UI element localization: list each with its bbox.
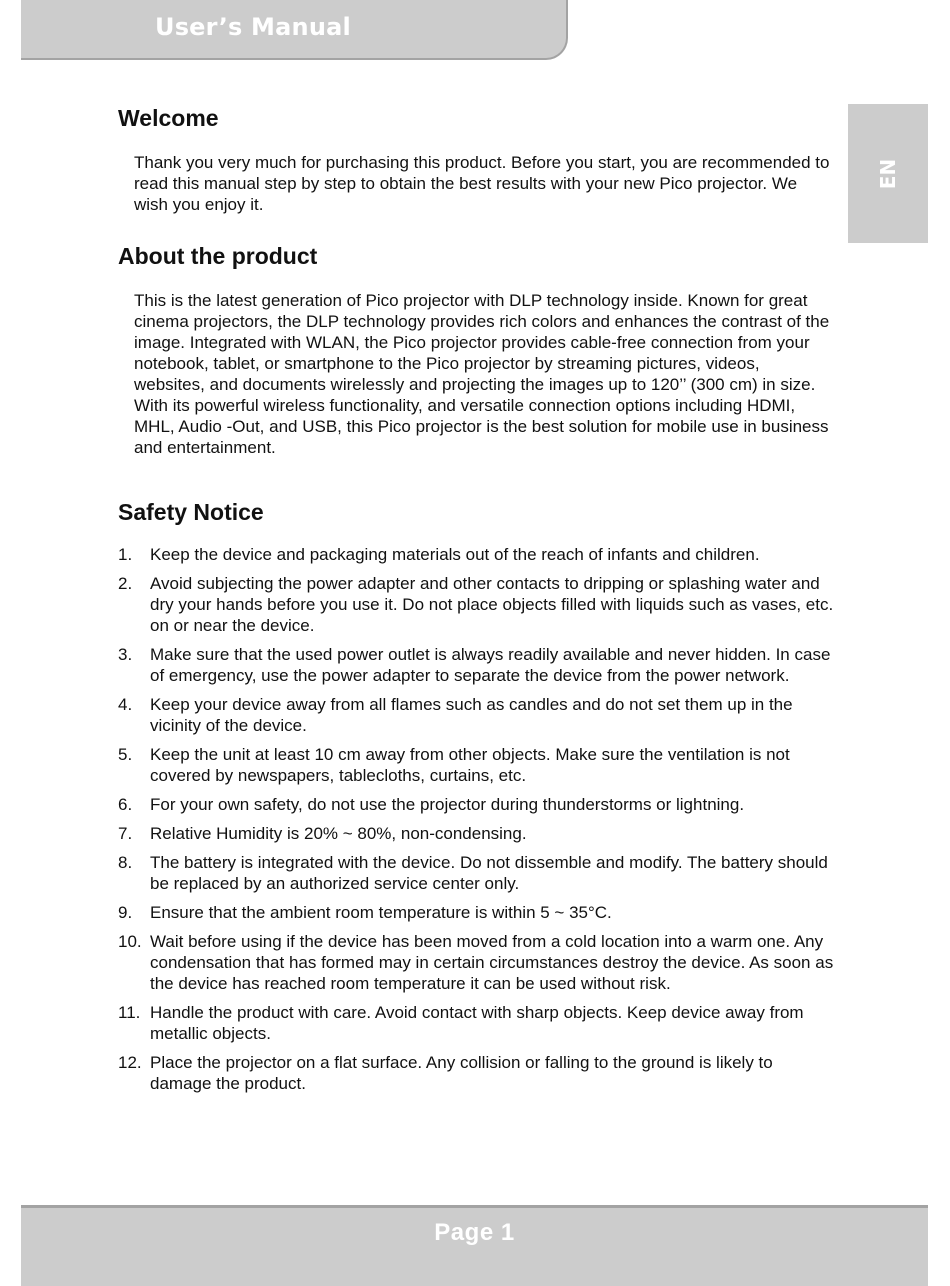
safety-heading: Safety Notice — [118, 499, 264, 525]
item-number: 11. — [118, 1003, 141, 1022]
item-number: 10. — [118, 932, 142, 951]
item-number: 12. — [118, 1053, 142, 1072]
item-number: 8. — [118, 853, 133, 872]
item-number: 3. — [118, 645, 133, 664]
item-text: For your own safety, do not use the projector during thunderstorms or lightning. — [150, 795, 745, 814]
manual-title: User’s Manual — [155, 13, 351, 41]
about-paragraph: This is the latest generation of Pico projector with DLP technology inside. Known for great cinema projectors, the DLP technology provides rich colors and enhances the contrast of the image. Integrated with WLAN, the Pico projector provides cable-free connection from your notebook, tablet, or smartphone to the Pico projector by streaming pictures, videos, websites, and documents wirelessly and projecting the images up to 120’’ (300 cm) in size. With its powerful wireless functionality, and versatile connection options including HDMI, MHL, Audio -Out, and USB, this Pico projector is the best solution for mobile use in business and entertainment. — [134, 291, 830, 457]
welcome-heading: Welcome — [118, 105, 219, 131]
safety-item — [118, 794, 838, 815]
footer-bar — [21, 1205, 928, 1286]
safety-item — [118, 573, 838, 636]
safety-item — [118, 852, 838, 894]
item-number: 2. — [118, 574, 133, 593]
item-text: Make sure that the used power outlet is always readily available and never hidden. In case of emergency, use the power adapter to separate the device from the power network. — [150, 645, 831, 685]
item-number: 7. — [118, 824, 133, 843]
safety-item — [118, 744, 838, 786]
about-heading: About the product — [118, 243, 318, 269]
safety-item — [118, 931, 838, 994]
item-text: The battery is integrated with the device. Do not dissemble and modify. The battery should be replaced by an authorized service center only. — [150, 853, 828, 893]
language-label: EN — [876, 158, 900, 189]
safety-item — [118, 902, 838, 923]
item-number: 4. — [118, 695, 133, 714]
safety-item — [118, 1052, 838, 1094]
safety-item — [118, 644, 838, 686]
item-text: Avoid subjecting the power adapter and other contacts to dripping or splashing water and dry your hands before you use it. Do not place objects filled with liquids such as vases, etc. on or near the device. — [150, 574, 834, 635]
language-tab — [848, 104, 928, 243]
item-text: Keep your device away from all flames such as candles and do not set them up in the vicinity of the device. — [150, 695, 793, 735]
safety-item — [118, 694, 838, 736]
item-number: 6. — [118, 795, 133, 814]
item-text: Keep the device and packaging materials out of the reach of infants and children. — [150, 545, 760, 564]
welcome-paragraph: Thank you very much for purchasing this product. Before you start, you are recommended to read this manual step by step to obtain the best results with your new Pico projector. We wish you enjoy it. — [134, 153, 830, 214]
item-text: Place the projector on a flat surface. Any collision or falling to the ground is likely to damage the product. — [150, 1053, 773, 1093]
item-number: 9. — [118, 903, 133, 922]
item-text: Keep the unit at least 10 cm away from other objects. Make sure the ventilation is not covered by newspapers, tablecloths, curtains, etc. — [150, 745, 790, 785]
item-text: Wait before using if the device has been moved from a cold location into a warm one. Any condensation that has formed may in certain circumstances destroy the device. As soon as the device has reached room temperature it can be used without risk. — [150, 932, 834, 993]
safety-list — [118, 544, 838, 1102]
page-number: Page 1 — [434, 1219, 515, 1246]
header-banner — [21, 0, 568, 60]
item-text: Ensure that the ambient room temperature is within 5 ~ 35°C. — [150, 903, 612, 922]
safety-item — [118, 823, 838, 844]
item-text: Handle the product with care. Avoid contact with sharp objects. Keep device away from metallic objects. — [150, 1003, 804, 1043]
safety-item — [118, 1002, 838, 1044]
item-number: 1. — [118, 545, 133, 564]
safety-item — [118, 544, 838, 565]
item-text: Relative Humidity is 20% ~ 80%, non-condensing. — [150, 824, 527, 843]
item-number: 5. — [118, 745, 133, 764]
